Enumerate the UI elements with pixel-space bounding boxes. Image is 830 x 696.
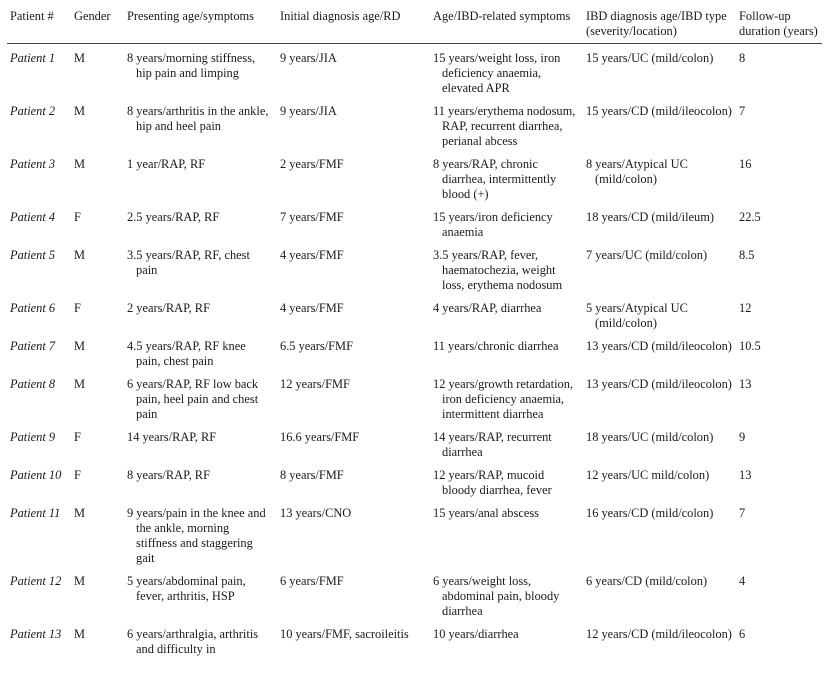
cell-presenting <box>124 294 277 332</box>
cell-presenting <box>124 97 277 150</box>
cell-ibd-symptoms <box>430 44 583 98</box>
cell-initial-diagnosis <box>277 241 430 294</box>
cell-gender <box>71 461 124 499</box>
cell-gender <box>71 203 124 241</box>
cell-ibd-diagnosis <box>583 294 736 332</box>
cell-text: 14 years/RAP, recurrent diarrhea <box>433 430 552 459</box>
cell-follow-up <box>736 332 822 370</box>
cell-text: 12 years/RAP, mucoid bloody diarrhea, fever <box>433 468 552 497</box>
cell-presenting <box>124 567 277 620</box>
cell-text: 15 years/weight loss, iron deficiency anaemia, elevated APR <box>433 51 561 95</box>
cell-text: M <box>74 157 86 171</box>
cell-text: 8 years/RAP, chronic diarrhea, intermittently blood (+) <box>433 157 557 201</box>
cell-presenting <box>124 44 277 98</box>
cell-text: 8 years/Atypical UC (mild/colon) <box>586 157 688 186</box>
cell-follow-up <box>736 294 822 332</box>
cell-text: Patient 12 <box>10 574 62 588</box>
cell-text: 2 years/RAP, RF <box>127 301 210 315</box>
cell-text: 4 <box>739 574 746 588</box>
table-row <box>7 97 822 150</box>
table-row <box>7 150 822 203</box>
cell-text: 5 years/abdominal pain, fever, arthritis, HSP <box>127 574 246 603</box>
cell-ibd-symptoms <box>430 203 583 241</box>
cell-text: 10.5 <box>739 339 761 353</box>
cell-text: 8.5 <box>739 248 755 262</box>
header-presenting: Presenting age/symptoms <box>124 6 277 44</box>
cell-follow-up <box>736 241 822 294</box>
cell-initial-diagnosis <box>277 370 430 423</box>
cell-initial-diagnosis <box>277 150 430 203</box>
cell-ibd-diagnosis <box>583 461 736 499</box>
cell-text: Patient 1 <box>10 51 56 65</box>
cell-text: 6 years/FMF <box>280 574 344 588</box>
cell-ibd-diagnosis <box>583 620 736 658</box>
header-follow-up: Follow-up duration (years) <box>736 6 822 44</box>
cell-gender <box>71 97 124 150</box>
cell-ibd-symptoms <box>430 461 583 499</box>
cell-text: 12 years/UC mild/colon) <box>586 468 710 482</box>
cell-presenting <box>124 620 277 658</box>
cell-text: 5 years/Atypical UC (mild/colon) <box>586 301 688 330</box>
cell-follow-up <box>736 461 822 499</box>
cell-text: 8 years/morning stiffness, hip pain and limping <box>127 51 256 80</box>
cell-ibd-diagnosis <box>583 370 736 423</box>
cell-text: 2.5 years/RAP, RF <box>127 210 220 224</box>
cell-text: Patient 4 <box>10 210 56 224</box>
cell-text: 7 years/UC (mild/colon) <box>586 248 708 262</box>
cell-presenting <box>124 150 277 203</box>
cell-initial-diagnosis <box>277 499 430 567</box>
cell-patient <box>7 97 71 150</box>
cell-presenting <box>124 461 277 499</box>
cell-text: 4 years/RAP, diarrhea <box>433 301 542 315</box>
cell-text: 14 years/RAP, RF <box>127 430 217 444</box>
cell-patient <box>7 150 71 203</box>
cell-ibd-symptoms <box>430 423 583 461</box>
cell-text: M <box>74 248 86 262</box>
table-row <box>7 370 822 423</box>
table-row <box>7 203 822 241</box>
cell-gender <box>71 294 124 332</box>
cell-initial-diagnosis <box>277 203 430 241</box>
cell-presenting <box>124 203 277 241</box>
cell-gender <box>71 44 124 98</box>
cell-ibd-symptoms <box>430 370 583 423</box>
cell-text: 7 years/FMF <box>280 210 344 224</box>
cell-follow-up <box>736 499 822 567</box>
table-header <box>7 6 822 44</box>
cell-ibd-diagnosis <box>583 241 736 294</box>
cell-text: M <box>74 377 86 391</box>
cell-patient <box>7 567 71 620</box>
table-row <box>7 44 822 98</box>
cell-text: 15 years/CD (mild/ileocolon) <box>586 104 732 118</box>
cell-text: 15 years/iron deficiency anaemia <box>433 210 553 239</box>
cell-text: Patient 9 <box>10 430 56 444</box>
cell-text: 9 years/JIA <box>280 104 337 118</box>
cell-patient <box>7 499 71 567</box>
cell-initial-diagnosis <box>277 567 430 620</box>
cell-patient <box>7 332 71 370</box>
cell-text: Patient 8 <box>10 377 56 391</box>
cell-text: 12 years/CD (mild/ileocolon) <box>586 627 732 641</box>
table-row <box>7 294 822 332</box>
cell-text: M <box>74 574 86 588</box>
cell-presenting <box>124 423 277 461</box>
cell-text: 12 <box>739 301 752 315</box>
cell-patient <box>7 203 71 241</box>
table-row <box>7 423 822 461</box>
cell-text: Patient 13 <box>10 627 62 641</box>
cell-text: F <box>74 301 81 315</box>
cell-text: 6 years/arthralgia, arthritis and difficulty in <box>127 627 259 656</box>
cell-text: M <box>74 339 86 353</box>
cell-patient <box>7 461 71 499</box>
table-row <box>7 241 822 294</box>
cell-text: 6 years/weight loss, abdominal pain, bloody diarrhea <box>433 574 560 618</box>
header-gender: Gender <box>71 6 124 44</box>
cell-ibd-symptoms <box>430 332 583 370</box>
cell-text: 9 years/JIA <box>280 51 337 65</box>
cell-presenting <box>124 241 277 294</box>
cell-ibd-symptoms <box>430 620 583 658</box>
cell-text: Patient 2 <box>10 104 56 118</box>
cell-text: 22.5 <box>739 210 761 224</box>
cell-text: 8 <box>739 51 746 65</box>
cell-text: 10 years/FMF, sacroileitis <box>280 627 409 641</box>
cell-gender <box>71 241 124 294</box>
cell-patient <box>7 620 71 658</box>
cell-text: 6 years/RAP, RF low back pain, heel pain and chest pain <box>127 377 259 421</box>
cell-text: 16 <box>739 157 752 171</box>
cell-text: 8 years/RAP, RF <box>127 468 210 482</box>
cell-gender <box>71 150 124 203</box>
cell-text: 15 years/anal abscess <box>433 506 539 520</box>
cell-presenting <box>124 370 277 423</box>
cell-text: 4 years/FMF <box>280 248 344 262</box>
cell-text: F <box>74 430 81 444</box>
header-patient: Patient # <box>7 6 71 44</box>
cell-ibd-diagnosis <box>583 332 736 370</box>
cell-text: 6 years/CD (mild/colon) <box>586 574 708 588</box>
cell-text: F <box>74 210 81 224</box>
cell-presenting <box>124 499 277 567</box>
cell-text: 11 years/chronic diarrhea <box>433 339 559 353</box>
cell-follow-up <box>736 150 822 203</box>
cell-ibd-symptoms <box>430 567 583 620</box>
cell-ibd-symptoms <box>430 241 583 294</box>
header-ibd-symptoms: Age/IBD-related symptoms <box>430 6 583 44</box>
cell-text: 7 <box>739 104 746 118</box>
cell-follow-up <box>736 620 822 658</box>
cell-text: Patient 6 <box>10 301 56 315</box>
cell-text: 16 years/CD (mild/colon) <box>586 506 714 520</box>
cell-gender <box>71 620 124 658</box>
cell-text: M <box>74 104 86 118</box>
cell-ibd-symptoms <box>430 150 583 203</box>
cell-ibd-diagnosis <box>583 97 736 150</box>
cell-text: M <box>74 627 86 641</box>
cell-text: 8 years/arthritis in the ankle, hip and heel pain <box>127 104 269 133</box>
cell-text: 4.5 years/RAP, RF knee pain, chest pain <box>127 339 246 368</box>
cell-ibd-diagnosis <box>583 423 736 461</box>
cell-patient <box>7 44 71 98</box>
cell-text: 15 years/UC (mild/colon) <box>586 51 714 65</box>
cell-text: Patient 5 <box>10 248 56 262</box>
cell-follow-up <box>736 203 822 241</box>
cell-ibd-symptoms <box>430 97 583 150</box>
cell-text: 13 <box>739 468 752 482</box>
cell-ibd-diagnosis <box>583 499 736 567</box>
cell-text: M <box>74 51 86 65</box>
cell-text: 1 year/RAP, RF <box>127 157 206 171</box>
cell-text: 12 years/growth retardation, iron deficiency anaemia, intermittent diarrhea <box>433 377 574 421</box>
table-row <box>7 332 822 370</box>
cell-text: Patient 11 <box>10 506 61 520</box>
cell-initial-diagnosis <box>277 423 430 461</box>
cell-text: 7 <box>739 506 746 520</box>
cell-initial-diagnosis <box>277 294 430 332</box>
cell-gender <box>71 567 124 620</box>
cell-text: 16.6 years/FMF <box>280 430 360 444</box>
cell-text: M <box>74 506 86 520</box>
cell-gender <box>71 370 124 423</box>
cell-text: 10 years/diarrhea <box>433 627 519 641</box>
cell-text: 3.5 years/RAP, RF, chest pain <box>127 248 250 277</box>
table-row <box>7 461 822 499</box>
cell-text: 13 years/CD (mild/ileocolon) <box>586 377 732 391</box>
cell-gender <box>71 332 124 370</box>
cell-ibd-diagnosis <box>583 150 736 203</box>
cell-text: 18 years/CD (mild/ileum) <box>586 210 715 224</box>
table-row <box>7 620 822 658</box>
cell-text: 13 <box>739 377 752 391</box>
header-row <box>7 6 822 44</box>
cell-text: 2 years/FMF <box>280 157 344 171</box>
cell-follow-up <box>736 567 822 620</box>
table-row <box>7 567 822 620</box>
cell-follow-up <box>736 423 822 461</box>
cell-text: F <box>74 468 81 482</box>
cell-text: 11 years/erythema nodosum, RAP, recurrent diarrhea, perianal abcess <box>433 104 576 148</box>
cell-initial-diagnosis <box>277 620 430 658</box>
cell-follow-up <box>736 44 822 98</box>
table-body <box>7 44 822 659</box>
cell-presenting <box>124 332 277 370</box>
header-initial-diagnosis: Initial diagnosis age/RD <box>277 6 430 44</box>
cell-ibd-symptoms <box>430 499 583 567</box>
cell-text: 8 years/FMF <box>280 468 344 482</box>
cell-text: 12 years/FMF <box>280 377 350 391</box>
cell-initial-diagnosis <box>277 461 430 499</box>
header-ibd-diagnosis: IBD diagnosis age/IBD type (severity/location) <box>583 6 736 44</box>
cell-follow-up <box>736 97 822 150</box>
cell-ibd-diagnosis <box>583 567 736 620</box>
cell-text: 18 years/UC (mild/colon) <box>586 430 714 444</box>
table-row <box>7 499 822 567</box>
cell-patient <box>7 370 71 423</box>
cell-patient <box>7 241 71 294</box>
cell-text: Patient 7 <box>10 339 56 353</box>
cell-text: 3.5 years/RAP, fever, haematochezia, weight loss, erythema nodosum <box>433 248 563 292</box>
cell-ibd-diagnosis <box>583 44 736 98</box>
cell-text: Patient 10 <box>10 468 62 482</box>
cell-ibd-symptoms <box>430 294 583 332</box>
cell-text: 6.5 years/FMF <box>280 339 353 353</box>
cell-text: 13 years/CD (mild/ileocolon) <box>586 339 732 353</box>
patient-table <box>7 6 822 658</box>
cell-follow-up <box>736 370 822 423</box>
cell-text: 13 years/CNO <box>280 506 352 520</box>
cell-gender <box>71 423 124 461</box>
cell-initial-diagnosis <box>277 97 430 150</box>
cell-gender <box>71 499 124 567</box>
cell-text: 9 years/pain in the knee and the ankle, morning stiffness and staggering gait <box>127 506 266 565</box>
cell-initial-diagnosis <box>277 332 430 370</box>
cell-patient <box>7 294 71 332</box>
cell-text: 9 <box>739 430 746 444</box>
cell-initial-diagnosis <box>277 44 430 98</box>
cell-text: 4 years/FMF <box>280 301 344 315</box>
cell-text: 6 <box>739 627 746 641</box>
cell-text: Patient 3 <box>10 157 56 171</box>
cell-ibd-diagnosis <box>583 203 736 241</box>
cell-patient <box>7 423 71 461</box>
